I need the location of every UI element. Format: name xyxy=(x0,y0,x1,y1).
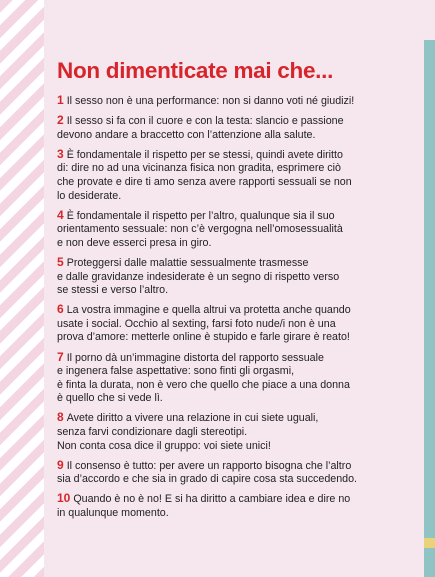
item-text: e ingenera false aspettative: sono finti gli orgasmi, xyxy=(57,365,295,378)
list-item xyxy=(57,351,417,406)
item-text-line xyxy=(57,379,417,393)
item-text-line xyxy=(57,190,417,204)
list-item xyxy=(57,411,417,453)
item-text-line xyxy=(57,459,417,474)
list-item xyxy=(57,492,417,520)
item-number: 9 xyxy=(57,457,64,472)
item-text-line xyxy=(57,271,417,285)
item-text: Il consenso è tutto: per avere un rapporto bisogna che l’altro xyxy=(66,459,352,472)
item-text: prova d’amore: metterle online è stupido e farle girare è reato! xyxy=(57,331,350,344)
item-text-line xyxy=(57,94,417,109)
item-text-line xyxy=(57,365,417,379)
edge-notch xyxy=(424,0,435,40)
item-text: È fondamentale il rispetto per se stessi, quindi avete diritto xyxy=(66,148,343,161)
item-text-line xyxy=(57,256,417,271)
list-item xyxy=(57,256,417,298)
item-text: usate i social. Occhio al sexting, farsi foto nude/i non è una xyxy=(57,317,336,330)
item-text-line xyxy=(57,162,417,176)
item-text: se stessi e verso l’altro. xyxy=(57,284,169,297)
item-number: 6 xyxy=(57,302,64,317)
item-text-line xyxy=(57,237,417,251)
item-text: È fondamentale il rispetto per l’altro, qualunque sia il suo xyxy=(66,209,335,222)
item-text-line xyxy=(57,303,417,318)
teal-edge-bar xyxy=(424,0,435,577)
list-item xyxy=(57,459,417,487)
item-text: Proteggersi dalle malattie sessualmente trasmesse xyxy=(66,256,309,269)
item-number: 10 xyxy=(57,491,71,506)
item-text-line xyxy=(57,392,417,406)
item-text-line xyxy=(57,331,417,345)
page-title: Non dimenticate mai che... xyxy=(57,58,334,83)
item-number: 2 xyxy=(57,113,64,128)
item-text-line xyxy=(57,426,417,440)
item-text-line xyxy=(57,148,417,163)
item-number: 8 xyxy=(57,410,64,425)
item-text: di: dire no ad una vicinanza fisica non gradita, esprimere ciò xyxy=(57,162,341,175)
item-text-line xyxy=(57,176,417,190)
item-text-line xyxy=(57,507,417,521)
item-text: sia d’accordo e che sia in grado di capire cosa sta succedendo. xyxy=(57,473,358,486)
item-text: orientamento sessuale: non c’è vergogna nell’omosessualità xyxy=(57,223,343,236)
item-text: è quello che si vede lì. xyxy=(57,392,163,405)
item-text: La vostra immagine e quella altrui va protetta anche quando xyxy=(66,304,351,317)
item-text-line xyxy=(57,114,417,129)
item-text-line xyxy=(57,492,417,507)
item-text-line xyxy=(57,318,417,332)
item-text: Il porno dà un’immagine distorta del rapporto sessuale xyxy=(66,351,324,364)
item-text-line xyxy=(57,223,417,237)
item-text-line xyxy=(57,284,417,298)
item-number: 3 xyxy=(57,146,64,161)
item-text: è finta la durata, non è vero che quello che piace a una donna xyxy=(57,378,350,391)
item-text: Il sesso non è una performance: non si danno voti né giudizi! xyxy=(66,95,355,107)
item-text: e non deve esserci presa in giro. xyxy=(57,236,212,249)
diagonal-stripe-decoration xyxy=(0,0,50,577)
item-text-line xyxy=(57,209,417,224)
item-text-line xyxy=(57,351,417,366)
item-text-line xyxy=(57,411,417,426)
item-text: lo desiderate. xyxy=(57,189,122,202)
list-item xyxy=(57,303,417,345)
list-item xyxy=(57,94,417,109)
item-text-line xyxy=(57,129,417,143)
item-text: in qualunque momento. xyxy=(57,506,169,519)
list-item xyxy=(57,209,417,251)
list-item xyxy=(57,148,417,203)
item-text: e dalle gravidanze indesiderate è un segno di rispetto verso xyxy=(57,270,340,283)
item-number: 5 xyxy=(57,254,64,269)
item-text: Non conta cosa dice il gruppo: voi siete unici! xyxy=(57,439,271,452)
rules-list xyxy=(57,94,417,521)
item-number: 1 xyxy=(57,93,64,107)
item-text: che provate e dire ti amo senza avere rapporti sessuali se non xyxy=(57,175,352,188)
yellow-edge-band xyxy=(424,538,435,548)
item-text: senza farvi condizionare dagli stereotipi. xyxy=(57,425,248,438)
list-item xyxy=(57,114,417,142)
item-text: Quando è no è no! E si ha diritto a cambiare idea e dire no xyxy=(73,493,351,506)
item-text: devono andare a braccetto con l’attenzione alla salute. xyxy=(57,128,316,141)
item-number: 7 xyxy=(57,349,64,364)
content xyxy=(57,58,417,526)
item-text: Avete diritto a vivere una relazione in cui siete uguali, xyxy=(66,412,319,425)
item-text: Il sesso si fa con il cuore e con la testa: slancio e passione xyxy=(66,115,344,128)
item-number: 4 xyxy=(57,207,64,222)
item-text-line xyxy=(57,473,417,487)
item-text-line xyxy=(57,440,417,454)
